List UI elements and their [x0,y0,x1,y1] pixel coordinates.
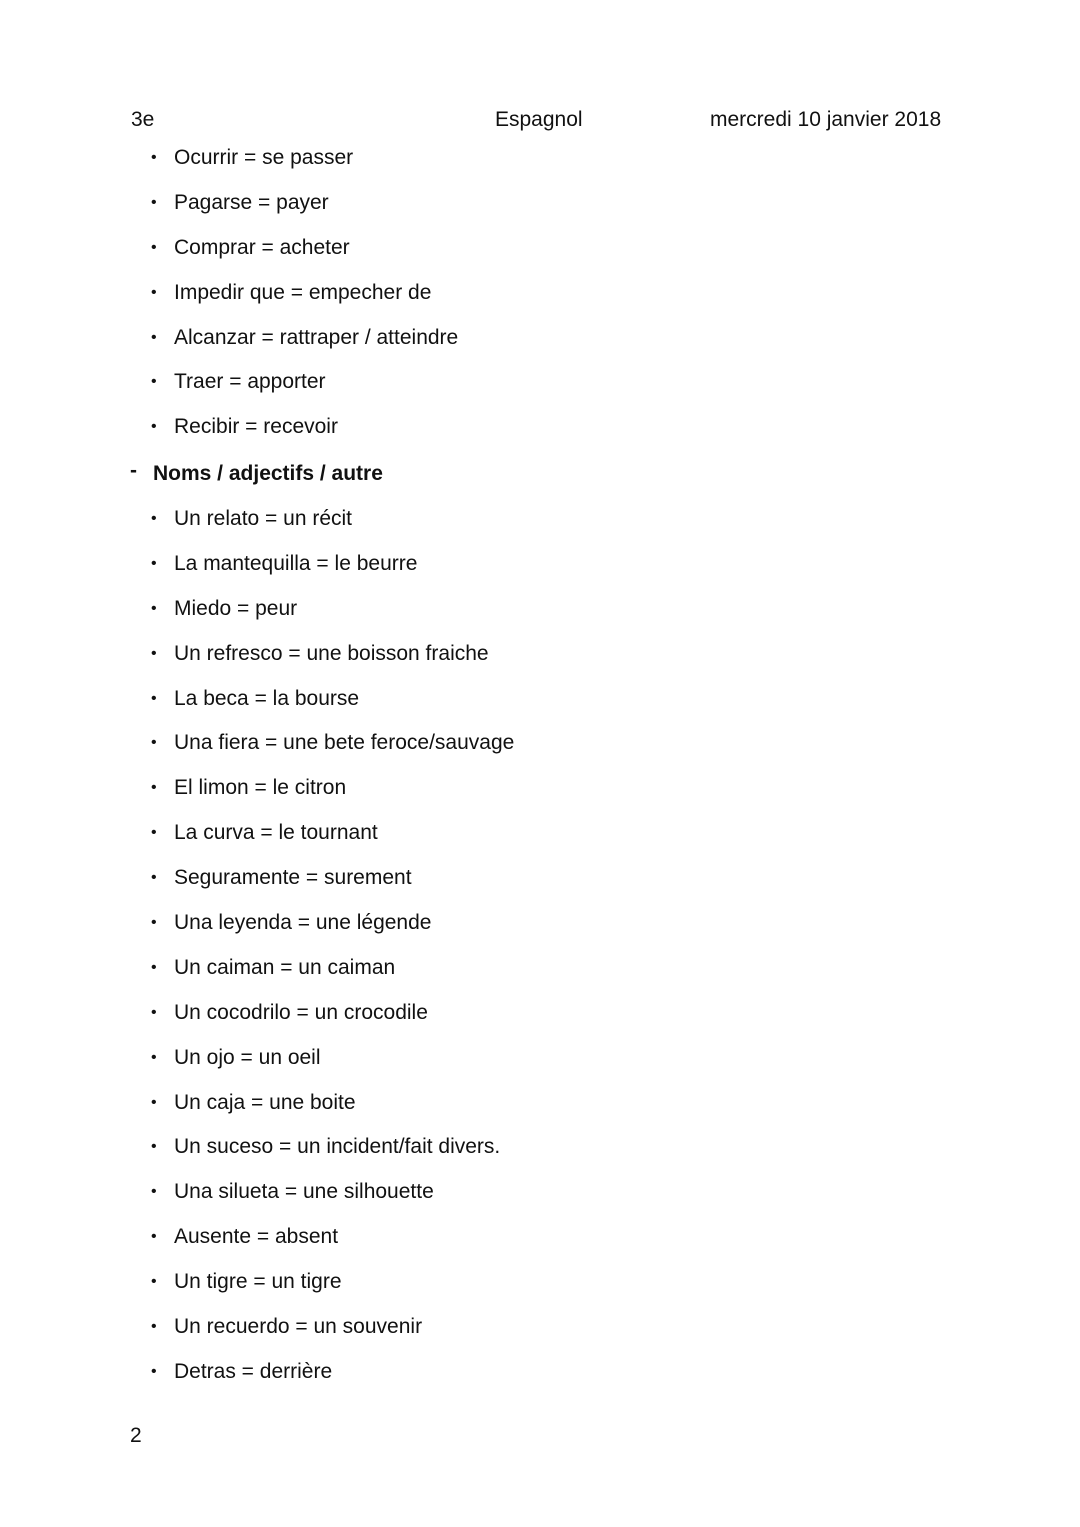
list-item-text: Una silueta = une silhouette [174,1180,434,1204]
list-item [0,410,1080,455]
list-item-text: La curva = le tournant [174,821,378,845]
list-item-text: Un refresco = une boisson fraiche [174,641,489,665]
list-item [0,906,1080,951]
nouns-list [0,502,1080,1400]
list-item [0,726,1080,771]
list-item [0,1086,1080,1131]
bullet-icon: • [151,283,157,301]
page-number: 2 [130,1424,142,1447]
list-item-text: Un relato = un récit [174,507,353,530]
header-subject: Espagnol [495,108,583,131]
bullet-icon: • [151,914,157,932]
section-heading-nouns [0,457,1080,491]
list-item [0,682,1080,727]
list-item [0,276,1080,321]
list-item-text: Un tigre = un tigre [174,1270,342,1294]
list-item-text: Traer = apporter [174,370,326,394]
list-item [0,951,1080,996]
dash-marker: - [130,459,137,482]
list-item-text: Pagarse = payer [174,190,329,214]
bullet-icon: • [151,599,157,617]
bullet-icon: • [151,1183,157,1201]
bullet-icon: • [151,869,157,887]
list-item-text: Alcanzar = rattraper / atteindre [174,325,459,349]
list-item-text: Un suceso = un incident/fait divers. [174,1135,501,1159]
bullet-icon: • [151,1228,157,1246]
list-item [0,1130,1080,1175]
list-item-text: Seguramente = surement [174,866,412,890]
list-item-text: Ausente = absent [174,1225,339,1249]
bullet-icon: • [151,418,157,436]
bullet-icon: • [151,1003,157,1021]
bullet-icon: • [151,373,157,391]
list-item-text: Un cocodrilo = un crocodile [174,1000,428,1024]
list-item [0,1310,1080,1355]
list-item [0,1355,1080,1400]
section-title: Noms / adjectifs / autre [153,462,383,485]
header-class-level: 3e [131,108,155,131]
list-item-text: Un recuerdo = un souvenir [174,1315,423,1339]
list-item [0,816,1080,861]
bullet-icon: • [151,328,157,346]
list-item [0,141,1080,186]
bullet-icon: • [151,958,157,976]
list-item [0,547,1080,592]
bullet-icon: • [151,1138,157,1156]
list-item-text: Un ojo = un oeil [174,1045,321,1069]
list-item [0,996,1080,1041]
bullet-icon: • [151,1362,157,1380]
list-item [0,365,1080,410]
list-item-text: Un caiman = un caiman [174,955,396,979]
list-item-text: El limon = le citron [174,776,347,800]
list-item [0,502,1080,547]
bullet-icon: • [151,1318,157,1336]
bullet-icon: • [151,554,157,572]
list-item-text: La mantequilla = le beurre [174,551,418,575]
list-item-text: Una fiera = une bete feroce/sauvage [174,731,515,755]
list-item-text: Recibir = recevoir [174,415,338,439]
list-item-text: La beca = la bourse [174,686,360,710]
header-date: mercredi 10 janvier 2018 [710,108,942,131]
bullet-icon: • [151,689,157,707]
list-item [0,592,1080,637]
list-item [0,637,1080,682]
list-item-text: Impedir que = empecher de [174,280,432,304]
bullet-icon: • [151,193,157,211]
bullet-icon: • [151,824,157,842]
bullet-icon: • [151,1273,157,1291]
list-item-text: Miedo = peur [174,596,298,620]
bullet-icon: • [151,238,157,256]
bullet-icon: • [151,1093,157,1111]
list-item-text: Comprar = acheter [174,235,350,259]
bullet-icon: • [151,1048,157,1066]
list-item-text: Ocurrir = se passer [174,146,354,169]
list-item [0,186,1080,231]
bullet-icon: • [151,510,157,527]
list-item-text: Una leyenda = une légende [174,911,432,935]
list-item [0,231,1080,276]
list-item-text: Detras = derrière [174,1359,333,1383]
page-header [0,108,1080,138]
list-item [0,321,1080,366]
list-item [0,1041,1080,1086]
list-item [0,771,1080,816]
bullet-icon: • [151,779,157,797]
list-item [0,861,1080,906]
list-item-text: Un caja = une boite [174,1090,356,1114]
bullet-icon: • [151,644,157,662]
verbs-list [0,141,1080,455]
bullet-icon: • [151,149,157,166]
list-item [0,1175,1080,1220]
bullet-icon: • [151,734,157,752]
list-item [0,1220,1080,1265]
list-item [0,1265,1080,1310]
